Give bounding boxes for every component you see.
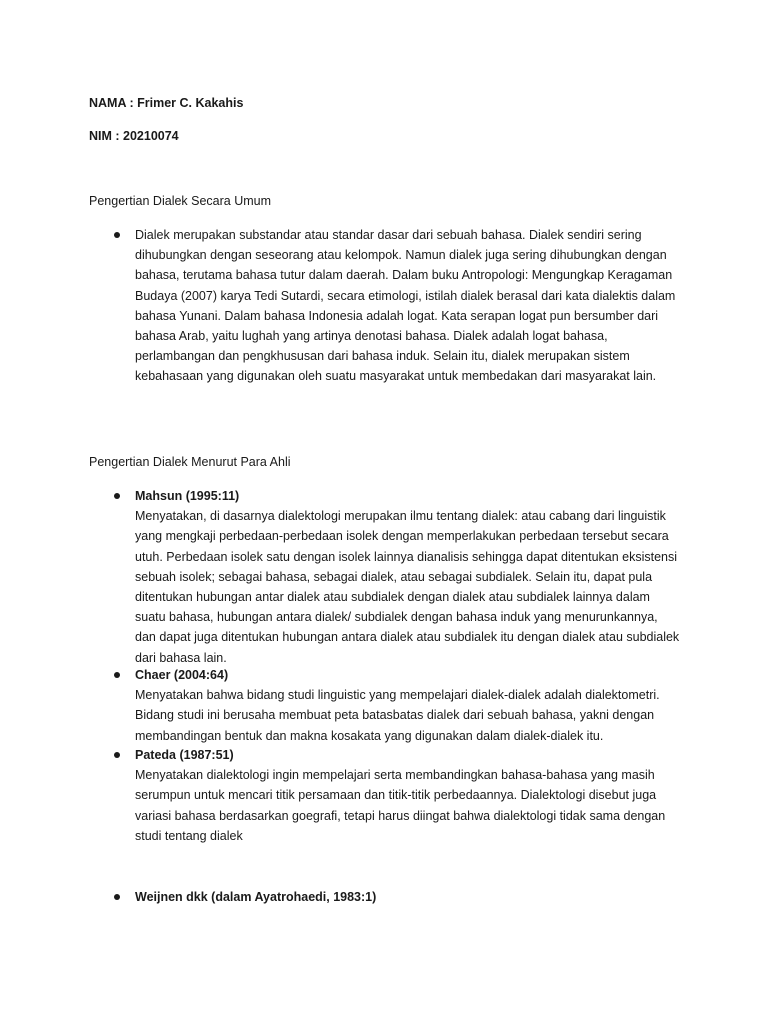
list-item [135,665,680,746]
bullet-icon [114,752,120,758]
student-nim: NIM : 20210074 [89,129,179,143]
section-heading-general: Pengertian Dialek Secara Umum [89,194,272,208]
expert-paragraph: Menyatakan dialektologi ingin mempelajari serta membandingkan bahasa-bahasa yang masih serumpun untuk mencari titik persamaan dan titik-titik perbedaannya. Dialektologi disebut juga variasi bahasa berdasarkan goegrafi, tetapi harus diingat bahwa dialektologi tidak sama dengan studi tentang dialek [135,768,666,843]
section-heading-experts: Pengertian Dialek Menurut Para Ahli [89,455,291,469]
list-item [135,225,680,387]
expert-paragraph: Menyatakan, di dasarnya dialektologi merupakan ilmu tentang dialek: atau cabang dari linguistik yang mengkaji perbedaan-perbedaan isolek dengan memperlakukan perbedaan tersebut secara utuh. Perbedaan isolek satu dengan isolek lainnya dianalisis sehingga dapat ditentukan eksistensi sebuah isolek; sebagai bahasa, sebagai dialek, atau sebagai subdialek. Selain itu, dapat pula ditentukan hubungan antar dialek atau subdialek dengan dialek atau subdialek lainnya dalam suatu bahasa, hubungan antara dialek/ subdialek dengan bahasa induk yang menurunkannya, dan dapat juga ditentukan hubungan antara dialek atau subdialek itu dengan dialek atau subdialek dari bahasa lain. [135,509,680,665]
student-name: NAMA : Frimer C. Kakahis [89,96,244,110]
bullet-icon [114,894,120,900]
expert-paragraph: Menyatakan bahwa bidang studi linguistic yang mempelajari dialek-dialek adalah dialektometri. Bidang studi ini berusaha membuat peta batasbatas dialek dari sebuah bahasa, yakni dengan membandingan bentuk dan makna kosakata yang digunakan dalam dialek-dialek itu. [135,688,660,743]
list-item [135,745,680,846]
expert-name: Mahsun (1995:11) [135,489,240,503]
expert-name: Weijnen dkk (dalam Ayatrohaedi, 1983:1) [135,890,377,904]
list-item [135,486,680,668]
bullet-icon [114,672,120,678]
expert-name: Pateda (1987:51) [135,748,234,762]
expert-name: Chaer (2004:64) [135,668,229,682]
bullet-icon [114,493,120,499]
bullet-icon [114,232,120,238]
list-item [135,887,680,907]
definition-paragraph: Dialek merupakan substandar atau standar dasar dari sebuah bahasa. Dialek sendiri sering dihubungkan dengan seseorang atau kelompok. Namun dialek juga sering dihubungkan dengan bahasa, terutama bahasa tutur dalam daerah. Dalam buku Antropologi: Mengungkap Keragaman Budaya (2007) karya Tedi Sutardi, secara etimologi, istilah dialek berasal dari kata dialektis dalam bahasa Yunani. Dalam bahasa Indonesia adalah logat. Kata serapan logat pun bersumber dari bahasa Arab, yaitu lughah yang artinya denotasi bahasa. Dialek adalah logat bahasa, perlambangan dan pengkhususan dari bahasa induk. Selain itu, dialek merupakan sistem kebahasaan yang digunakan oleh suatu masyarakat untuk membedakan dari masyarakat lain. [135,228,676,384]
